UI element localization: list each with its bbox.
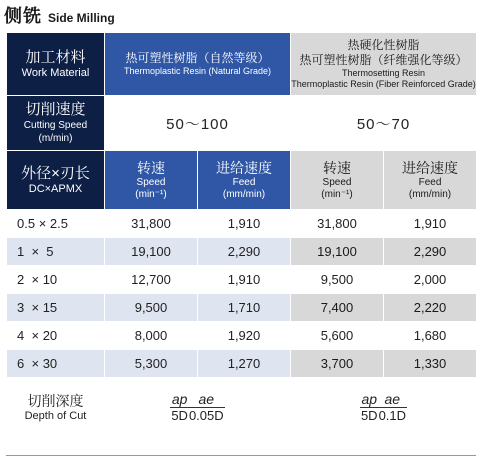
speed-cell: 5,300: [105, 350, 198, 378]
cutting-speed-value-1: 50～100: [105, 96, 291, 151]
material-thermosetting-fiber: 热硬化性树脂 热可塑性树脂（纤维强化等级） Thermosetting Resin Thermoplastic Resin (Fiber Reinforced Grade): [291, 33, 477, 96]
feed-header-1: 进给速度 Feed (mm/min): [198, 151, 291, 210]
speed-cell: 31,800: [291, 210, 384, 238]
dimension-cell: 1 × 5: [7, 238, 105, 266]
dimension-cell: 2 × 10: [7, 266, 105, 294]
feed-cell: 2,000: [384, 266, 477, 294]
speed-cell: 9,500: [291, 266, 384, 294]
speed-cell: 5,600: [291, 322, 384, 350]
table-row: [7, 294, 477, 322]
cutting-speed-value-2: 50～70: [291, 96, 477, 151]
speed-cell: 8,000: [105, 322, 198, 350]
depth-of-cut-2: ap ae 5D 0.1D: [291, 378, 477, 437]
title-zh: 侧铣: [4, 6, 42, 26]
title-en: Side Milling: [48, 11, 115, 25]
speed-header-2: 转速 Speed (min⁻¹): [291, 151, 384, 210]
table-row: [7, 238, 477, 266]
bottom-divider: [6, 455, 476, 456]
dimension-cell: 4 × 20: [7, 322, 105, 350]
speed-cell: 7,400: [291, 294, 384, 322]
cutting-speed-label: 切削速度 Cutting Speed (m/min): [7, 96, 105, 151]
feed-cell: 1,330: [384, 350, 477, 378]
speed-cell: 19,100: [105, 238, 198, 266]
speed-cell: 19,100: [291, 238, 384, 266]
feed-cell: 1,910: [198, 210, 291, 238]
feed-cell: 1,910: [198, 266, 291, 294]
page-title: [4, 2, 115, 26]
speed-header-1: 转速 Speed (min⁻¹): [105, 151, 198, 210]
feed-cell: 1,270: [198, 350, 291, 378]
speed-cell: 31,800: [105, 210, 198, 238]
speed-cell: 9,500: [105, 294, 198, 322]
material-thermoplastic-natural: 热可塑性树脂（自然等级） Thermoplastic Resin (Natural Grade): [105, 33, 291, 96]
dimension-label: 外径×刃长 DC×APMX: [7, 151, 105, 210]
depth-of-cut-row: [7, 378, 477, 437]
table-row: [7, 210, 477, 238]
depth-of-cut-1: ap ae 5D 0.05D: [105, 378, 291, 437]
table-row: [7, 322, 477, 350]
work-material-label: 加工材料 Work Material: [7, 33, 105, 96]
feed-cell: 1,680: [384, 322, 477, 350]
dimension-cell: 0.5 × 2.5: [7, 210, 105, 238]
depth-of-cut-label: 切削深度 Depth of Cut: [7, 378, 105, 437]
feed-header-2: 进给速度 Feed (mm/min): [384, 151, 477, 210]
speed-cell: 12,700: [105, 266, 198, 294]
table-row: [7, 350, 477, 378]
feed-cell: 2,290: [384, 238, 477, 266]
feed-cell: 1,910: [384, 210, 477, 238]
cutting-conditions-table: [6, 32, 477, 437]
feed-cell: 1,920: [198, 322, 291, 350]
dimension-cell: 3 × 15: [7, 294, 105, 322]
table-row: [7, 266, 477, 294]
feed-cell: 2,290: [198, 238, 291, 266]
speed-cell: 3,700: [291, 350, 384, 378]
dimension-cell: 6 × 30: [7, 350, 105, 378]
feed-cell: 1,710: [198, 294, 291, 322]
feed-cell: 2,220: [384, 294, 477, 322]
